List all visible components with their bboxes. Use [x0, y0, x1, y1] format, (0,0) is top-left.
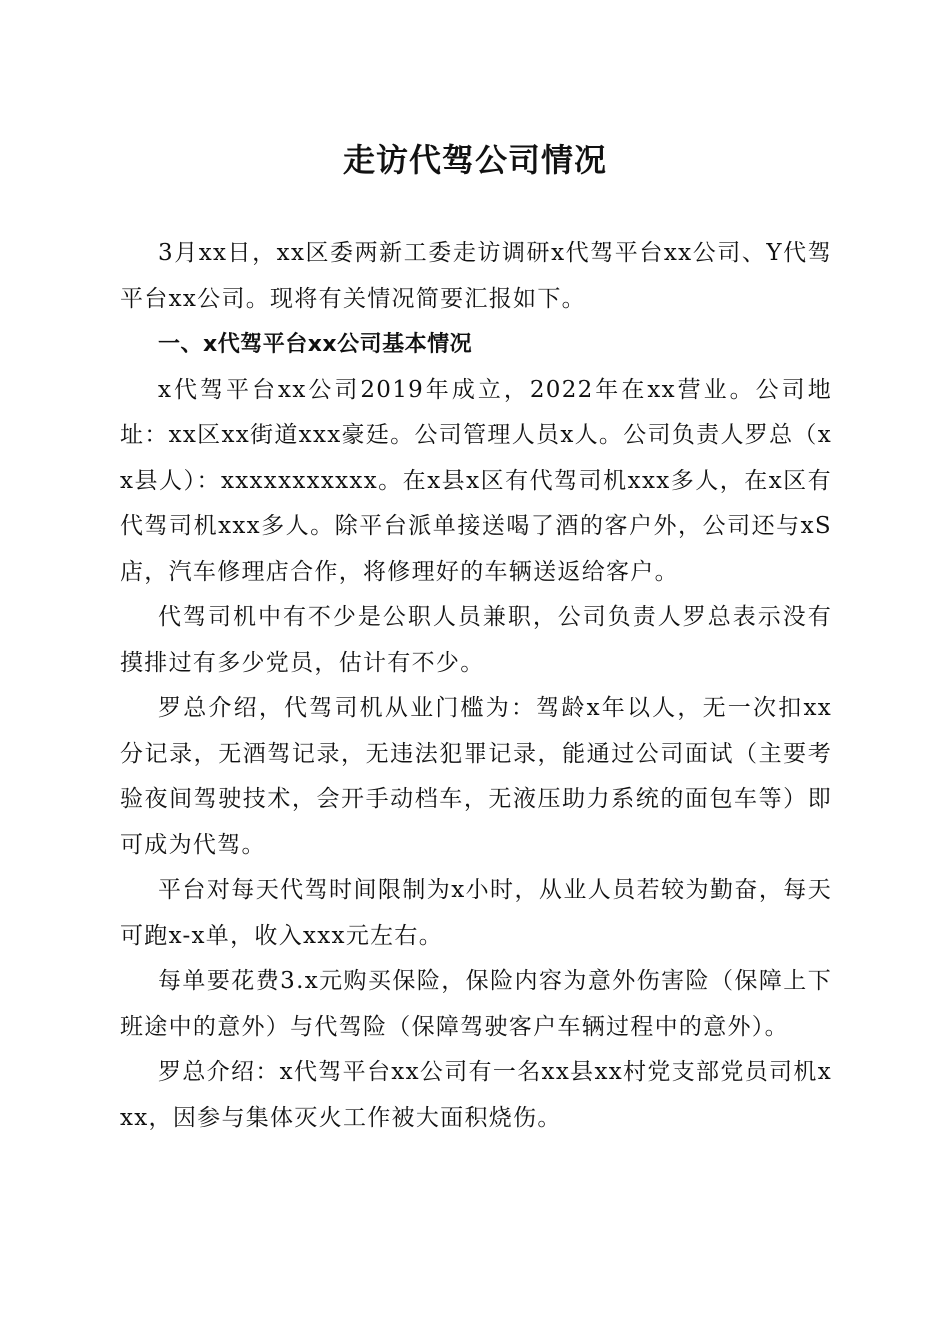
- paragraph-requirements: 罗总介绍，代驾司机从业门槛为：驾龄x年以人，无一次扣xx分记录，无酒驾记录，无违法犯罪记录，能通过公司面试（主要考验夜间驾驶技术，会开手动档车，无液压助力系统的面包车等）即可成为代驾。: [120, 695, 832, 858]
- paragraph-drivers-party: 代驾司机中有不少是公职人员兼职，公司负责人罗总表示没有摸排过有多少党员，估计有不少。: [120, 604, 832, 676]
- paragraph-working-hours: 平台对每天代驾时间限制为x小时，从业人员若较为勤奋，每天可跑x-x单，收入xxx元左右。: [120, 877, 832, 949]
- intro-paragraph: 3月xx日，xx区委两新工委走访调研x代驾平台xx公司、Y代驾平台xx公司。现将有关情况简要汇报如下。: [120, 240, 832, 312]
- paragraph-party-member: 罗总介绍：x代驾平台xx公司有一名xx县xx村党支部党员司机xxx，因参与集体灭火工作被大面积烧伤。: [120, 1059, 832, 1131]
- document-body: [120, 231, 832, 1141]
- section-heading: 一、x代驾平台xx公司基本情况: [158, 332, 473, 357]
- document-title: 走访代驾公司情况: [342, 141, 607, 179]
- paragraph-company-info: x代驾平台xx公司2019年成立，2022年在xx营业。公司地址：xx区xx街道xxx豪廷。公司管理人员x人。公司负责人罗总（xx县人）：xxxxxxxxxxx。在x县x区有代驾司机xxx多人，在x区有代驾司机xxx多人。除平台派单接送喝了酒的客户外，公司还与xS店，汽车修理店合作，将修理好的车辆送返给客户。: [120, 376, 832, 585]
- paragraph-insurance: 每单要花费3.x元购买保险，保险内容为意外伤害险（保障上下班途中的意外）与代驾险（保障驾驶客户车辆过程中的意外）。: [120, 968, 832, 1040]
